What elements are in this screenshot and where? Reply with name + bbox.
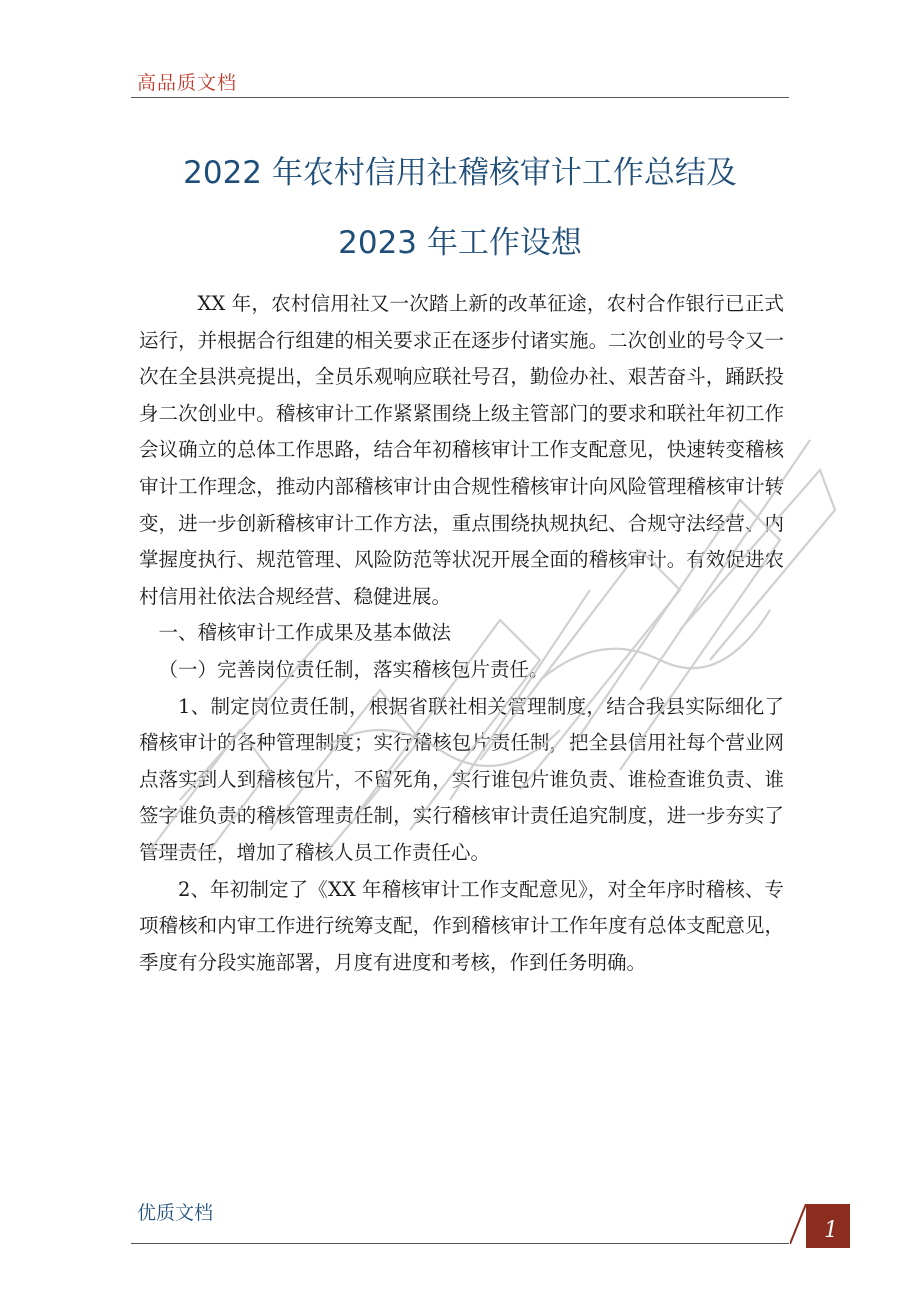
subsection-heading: （一）完善岗位责任制，落实稽核包片责任。: [158, 657, 549, 681]
section-heading: 一、稽核审计工作成果及基本做法: [158, 621, 452, 645]
title-line-2: 2023 年工作设想: [338, 225, 582, 261]
page-number: 1: [824, 1218, 838, 1243]
title-line-1: 2022 年农村信用社稽核审计工作总结及: [183, 155, 737, 191]
header-label: 高品质文档: [137, 72, 238, 94]
paragraph-intro: XX 年，农村信用社又一次踏上新的改革征途，农村合作银行已正式运行，并根据合行组建的相关要求正在逐步付诸实施。二次创业的号令又一次在全县洪亮提出，全员乐观响应联社号召，勤俭办社、艰苦奋斗，踊跃投身二次创业中。稽核审计工作紧紧围绕上级主管部门的要求和联社年初工作会议确立的总体工作思路，结合年初稽核审计工作支配意见，快速转变稽核审计工作理念，推动内部稽核审计由合规性稽核审计向风险管理稽核审计转变，进一步创新稽核审计工作方法，重点围绕执规执纪、合规守法经营、内掌握度执行、规范管理、风险防范等状况开展全面的稽核审计。有效促进农村信用社依法合规经营、稳健进展。: [139, 292, 784, 608]
paragraph-item-1: 1、制定岗位责任制，根据省联社相关管理制度，结合我县实际细化了稽核审计的各种管理制度；实行稽核包片责任制，把全县信用社每个营业网点落实到人到稽核包片，不留死角，实行谁包片谁负责、谁检查谁负责、谁签字谁负责的稽核管理责任制，实行稽核审计责任追究制度，进一步夯实了管理责任，增加了稽核人员工作责任心。: [139, 694, 784, 864]
footer-label: 优质文档: [137, 1202, 214, 1224]
document-body: [139, 286, 784, 981]
page-badge-accent: [790, 1204, 806, 1244]
footer-rule: [131, 1243, 789, 1244]
header-rule: [131, 97, 789, 98]
document-title: [131, 138, 789, 278]
paragraph-item-2: 2、年初制定了《XX 年稽核审计工作支配意见》，对全年序时稽核、专项稽核和内审工作进行统筹支配，作到稽核审计工作年度有总体支配意见，季度有分段实施部署，月度有进度和考核，作到任务明确。: [139, 877, 784, 974]
